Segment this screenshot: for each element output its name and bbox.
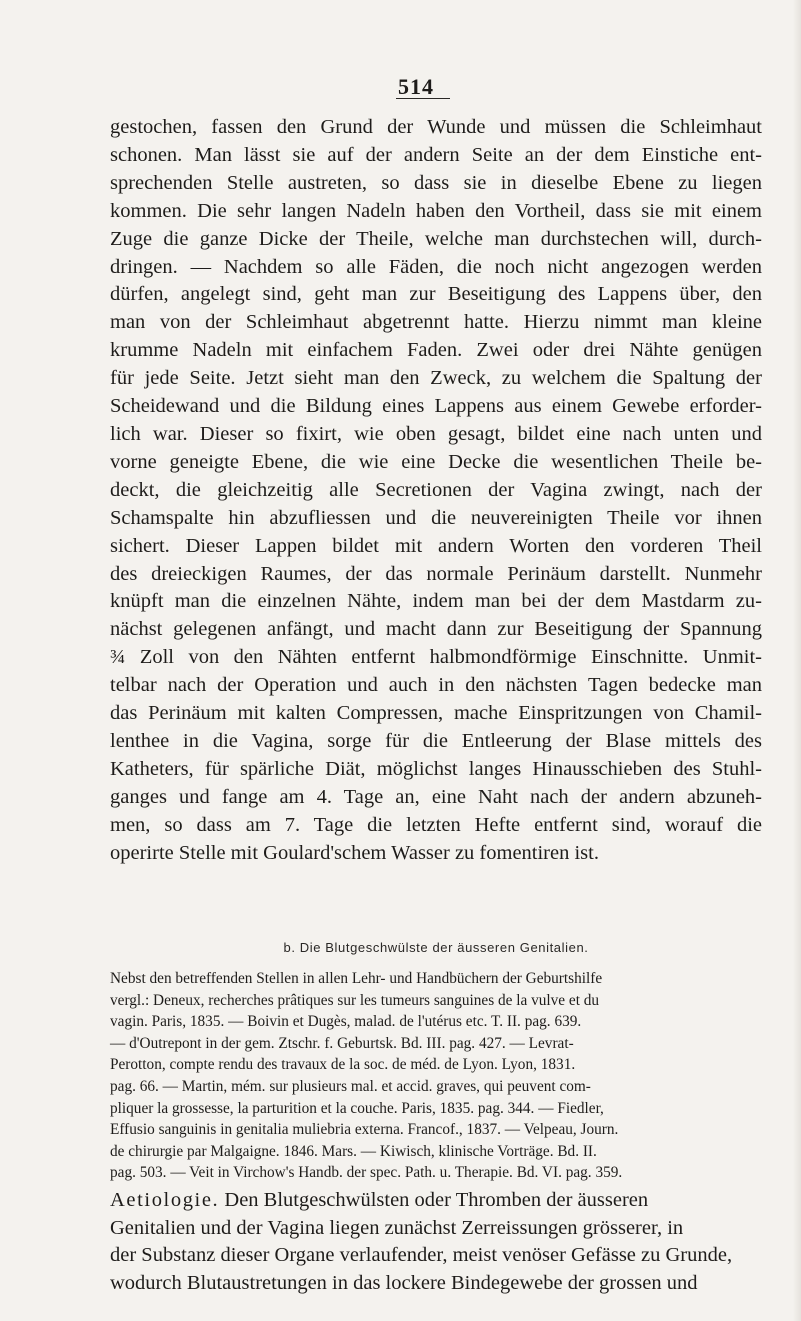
text-line: Den Blutgeschwülsten oder Thromben der äusseren bbox=[219, 1189, 649, 1211]
text-line: men, so dass am 7. Tage die letzten Hefte entfernt sind, worauf die bbox=[110, 813, 762, 836]
text-line: ganges und fange am 4. Tage an, eine Naht nach der andern abzuneh- bbox=[110, 785, 762, 808]
text-line: knüpft man die einzelnen Nähte, indem man bei der dem Mastdarm zu- bbox=[110, 590, 762, 613]
text-line: für jede Seite. Jetzt sieht man den Zweck, zu welchem die Spaltung der bbox=[110, 367, 762, 390]
text-line: sichert. Dieser Lappen bildet mit andern Worten den vorderen Theil bbox=[110, 534, 762, 557]
text-line: Effusio sanguinis in genitalia muliebria externa. Francof., 1837. — Velpeau, Journ. bbox=[110, 1121, 619, 1139]
text-line: deckt, die gleichzeitig alle Secretionen der Vagina zwingt, nach der bbox=[110, 478, 762, 501]
aetiology-lead: Aetiologie. bbox=[110, 1189, 220, 1211]
text-line: Scheidewand und die Bildung eines Lappens aus einem Gewebe erforder- bbox=[110, 395, 762, 418]
text-line: man von der Schleimhaut abgetrennt hatte. Hierzu nimmt man kleine bbox=[110, 311, 762, 334]
text-line: telbar nach der Operation und auch in den nächsten Tagen bedecke man bbox=[110, 674, 762, 697]
text-line: pag. 503. — Veit in Virchow's Handb. der spec. Path. u. Therapie. Bd. VI. pag. 359. bbox=[110, 1164, 623, 1182]
aetiology-paragraph bbox=[110, 1187, 762, 1297]
text-line: lich war. Dieser so fixirt, wie oben gesagt, bildet eine nach unten und bbox=[110, 422, 762, 445]
text-line: de chirurgie par Malgaigne. 1846. Mars. — Kiwisch, klinische Vorträge. Bd. II. bbox=[110, 1142, 597, 1160]
text-line: krumme Nadeln mit einfachem Faden. Zwei oder drei Nähte genügen bbox=[110, 339, 762, 362]
text-line: Nebst den betreffenden Stellen in allen Lehr- und Handbüchern der Geburtshilfe bbox=[110, 970, 603, 987]
text-line: vorne geneigte Ebene, die wie eine Decke die wesentlichen Theile be- bbox=[110, 450, 762, 473]
text-line: Zuge die ganze Dicke der Theile, welche man durchstechen will, durch- bbox=[110, 227, 762, 250]
text-line: sprechenden Stelle austreten, so dass sie in dieselbe Ebene zu liegen bbox=[110, 171, 762, 194]
text-line: pliquer la grossesse, la parturition et la couche. Paris, 1835. pag. 344. — Fiedler, bbox=[110, 1099, 604, 1117]
text-line: nächst gelegenen anfängt, und macht dann zur Beseitigung der Spannung bbox=[110, 618, 762, 641]
text-line: operirte Stelle mit Goulard'schem Wasser zu fomentiren ist. bbox=[110, 841, 599, 864]
main-paragraph bbox=[110, 114, 762, 867]
text-line: Perotton, compte rendu des travaux de la soc. de méd. de Lyon. Lyon, 1831. bbox=[110, 1056, 576, 1074]
references-block bbox=[110, 968, 762, 1184]
text-line: Schamspalte hin abzufliessen und die neuvereinigten Theile vor ihnen bbox=[110, 506, 762, 529]
text-line: gestochen, fassen den Grund der Wunde und müssen die Schleimhaut bbox=[110, 116, 762, 138]
text-line: wodurch Blutaustretungen in das lockere Bindegewebe der grossen und bbox=[110, 1271, 698, 1294]
text-line: kommen. Die sehr langen Nadeln haben den Vortheil, dass sie mit einem bbox=[110, 199, 762, 222]
text-line: schonen. Man lässt sie auf der andern Seite an der dem Einstiche ent- bbox=[110, 143, 762, 166]
page-edge-shadow bbox=[793, 0, 801, 1321]
text-line: — d'Outrepont in der gem. Ztschr. f. Geburtsk. Bd. III. pag. 427. — Levrat- bbox=[110, 1034, 574, 1052]
text-line: des dreieckigen Raumes, der das normale Perinäum darstellt. Nunmehr bbox=[110, 562, 762, 585]
text-line: pag. 66. — Martin, mém. sur plusieurs mal. et accid. graves, qui peuvent com- bbox=[110, 1077, 591, 1095]
text-line: Genitalien und der Vagina liegen zunächst Zerreissungen grösserer, in bbox=[110, 1216, 684, 1239]
text-line: vergl.: Deneux, recherches prâtiques sur les tumeurs sanguines de la vulve et du bbox=[110, 991, 600, 1009]
text-line: vagin. Paris, 1835. — Boivin et Dugès, malad. de l'utérus etc. T. II. pag. 639. bbox=[110, 1013, 582, 1031]
page-number-underline bbox=[396, 98, 450, 99]
page-number: 514 bbox=[398, 74, 434, 99]
text-line: Katheters, für spärliche Diät, möglichst langes Hinausschieben des Stuhl- bbox=[110, 757, 762, 780]
section-heading: b. Die Blutgeschwülste der äusseren Genitalien. bbox=[283, 940, 589, 955]
text-line: dürfen, angelegt sind, geht man zur Beseitigung des Lappens über, den bbox=[110, 283, 762, 306]
text-line: der Substanz dieser Organe verlaufender, meist venöser Gefässe zu Grunde, bbox=[110, 1244, 733, 1267]
text-line: lenthee in die Vagina, sorge für die Entleerung der Blase mittels des bbox=[110, 729, 762, 752]
text-line: das Perinäum mit kalten Compressen, mache Einspritzungen von Chamil- bbox=[110, 702, 762, 725]
text-line: ¾ Zoll von den Nähten entfernt halbmondförmige Einschnitte. Unmit- bbox=[110, 646, 762, 669]
text-line: dringen. — Nachdem so alle Fäden, die noch nicht angezogen werden bbox=[110, 255, 762, 278]
